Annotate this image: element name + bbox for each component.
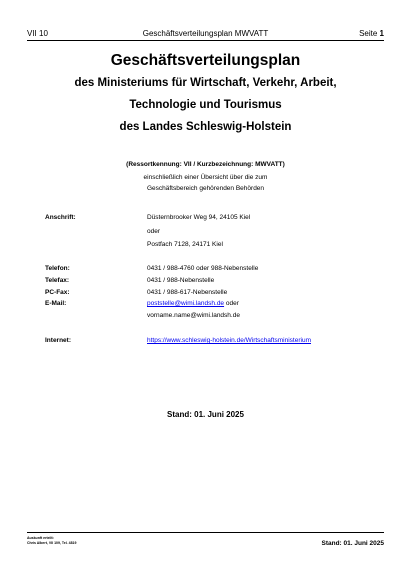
footer-divider — [27, 532, 384, 533]
pc-fax-value: 0431 / 988-617-Nebenstelle — [147, 289, 228, 296]
phone-value: 0431 / 988-4760 oder 988-Nebenstelle — [147, 265, 259, 272]
fax-value: 0431 / 988-Nebenstelle — [147, 277, 215, 284]
subtitle-line-1: des Ministeriums für Wirtschaft, Verkehr, Arbeit, — [74, 77, 337, 89]
subtitle-line-2: Technologie und Tourismus — [129, 99, 282, 111]
subtitle-line-3: des Landes Schleswig-Holstein — [119, 121, 292, 133]
email-label: E-Mail: — [45, 300, 67, 307]
header-page-indicator — [359, 28, 384, 40]
footer-contact-info — [27, 536, 76, 546]
address-po-box: Postfach 7128, 24171 Kiel — [147, 241, 223, 248]
email-link[interactable]: poststelle@wimi.landsh.de — [147, 300, 225, 307]
header-document-title: Geschäftsverteilungsplan MWVATT — [142, 29, 269, 38]
internet-label: Internet: — [45, 337, 71, 344]
footer-status-date: Stand: 01. Juni 2025 — [321, 540, 384, 547]
email-line — [147, 299, 239, 308]
page-number: 1 — [379, 29, 384, 38]
phone-label: Telefon: — [45, 265, 70, 272]
header-divider — [27, 40, 384, 41]
address-label: Anschrift: — [45, 214, 76, 221]
pc-fax-label: PC-Fax: — [45, 289, 70, 296]
scope-note-line-1: einschließlich einer Übersicht über die zum — [143, 174, 268, 181]
address-or: oder — [147, 228, 161, 235]
internet-link[interactable]: https://www.schleswig-holstein.de/Wirtschaftsministerium — [147, 337, 311, 344]
status-date: Stand: 01. Juni 2025 — [167, 410, 244, 419]
scope-note-line-2: Geschäftsbereich gehörenden Behörden — [146, 185, 265, 192]
footer-info-line-2: Chris Albert, VII 109, Tel. 4819 — [27, 541, 77, 545]
page-label: Seite — [359, 29, 378, 38]
footer-info-line-1: Auskunft erteilt: — [27, 536, 54, 540]
header-document-code: VII 10 — [27, 29, 48, 38]
fax-label: Telefax: — [45, 277, 70, 284]
email-personal: vorname.name@wimi.landsh.de — [147, 312, 240, 319]
document-title: Geschäftsverteilungsplan — [110, 52, 301, 69]
ressort-identifier: (Ressortkennung: VII / Kurzbezeichnung: MWVATT) — [126, 161, 285, 168]
address-street: Düsternbrooker Weg 94, 24105 Kiel — [147, 214, 251, 221]
page-header — [27, 28, 384, 40]
email-or: oder — [225, 300, 239, 307]
